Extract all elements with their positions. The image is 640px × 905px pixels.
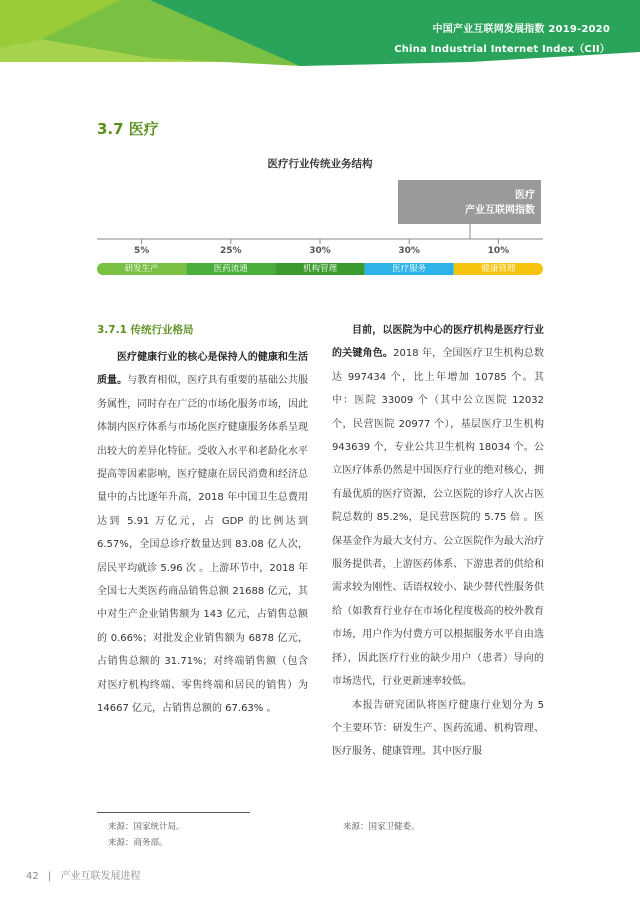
footer-separator: |	[47, 871, 52, 882]
header-title-en: China Industrial Internet Index（CII）	[394, 44, 610, 55]
right-lead: 目前，以医院为中心的医疗机构是医疗行业的关键角色。	[332, 325, 544, 360]
chart-percent-label: 5%	[133, 246, 150, 256]
chart-category-label: 健康管理	[481, 264, 516, 274]
header-title-cn: 中国产业互联网发展指数 2019-2020	[432, 24, 610, 35]
footnote-right: 来源：国家卫健委。	[343, 822, 420, 832]
footnote-left-2: 来源：商务部。	[108, 838, 168, 848]
chart-category-label: 研发生产	[124, 264, 159, 274]
chart-percent-label: 10%	[487, 246, 510, 256]
chart-category-label: 医疗服务	[392, 264, 427, 274]
chart-category-label: 医药流通	[213, 264, 248, 274]
chart-percent-label: 30%	[309, 246, 331, 256]
right-para-2: 本报告研究团队将医疗健康行业划分为 5 个主要环节：研发生产、医药流通、机构管理、医疗服务、健康管理。其中医疗服	[332, 699, 544, 758]
chart-percent-label: 25%	[220, 246, 242, 256]
page-number: 42	[26, 871, 39, 882]
chart-box-line-1: 医疗	[515, 190, 535, 201]
left-body: 与教育相似，医疗具有重要的基础公共服务属性，同时存在广泛的市场化服务市场，因此体制内医疗体系与市场化医疗健康服务体系呈现出较大的差异化特征。受收入水平和老龄化水平提高等因素影响，医疗健康在居民消费和经济总量中的占比逐年升高，2018 年中国卫生总费用达到 5.91 万亿元，占 GDP 的比例达到 6.57%，全国总诊疗数量达到 83.08 亿人次，居民平均就诊 5.96 次 。上游环节中，2018 年全国七大类医药商品销售总额 21688 亿元，其中对生产企业销售额为 143 亿元，占销售总额的 0.66%；对批发企业销售额为 6878 亿元，占销售总额的 31.71%；对终端销售额（包含对医疗机构终端、零售终端和居民的销售）为 14667 亿元，占销售总额的 67.63% 。	[97, 375, 309, 715]
footnote-rule	[97, 812, 250, 813]
right-body: 2018 年，全国医疗卫生机构总数达 997434 个，比上年增加 10785 个。其中：医院 33009 个（其中公立医院 12032 个，民营医院 20977 个），基层医疗卫生机构 943639 个，专业公共卫生机构 18034 个。公立医疗体系仍然是中国医疗行业的绝对核心，拥有最优质的医疗资源，公立医院的诊疗人次占医院总数的 85.2%，是民营医院的 5.75 倍 。医保基金作为最大支付方、公立医院作为最大治疗服务提供者，上游医药体系、下游患者的供给和需求较为刚性、话语权较小、缺少替代性服务供给（如教育行业存在市场化程度极高的校外教育市场，用户作为付费方可以根据服务水平自由选择），因此医疗行业的缺少用户（患者）导向的市场迭代，行业更新速率较低。	[332, 348, 544, 688]
left-lead: 医疗健康行业的核心是保持人的健康和生活质量。	[97, 352, 308, 387]
chart-title: 医疗行业传统业务结构	[267, 158, 373, 170]
right-column	[332, 319, 544, 764]
page-footer	[26, 867, 140, 882]
chart-category-label: 机构管理	[302, 264, 337, 274]
chart-percent-label: 30%	[398, 246, 420, 256]
subsection-title: 3.7.1 传统行业格局	[97, 324, 194, 336]
chart-box-line-2: 产业互联网指数	[465, 205, 535, 216]
section-title: 3.7 医疗	[97, 120, 159, 138]
footer-label: 产业互联发展进程	[60, 871, 141, 882]
left-column	[97, 346, 308, 721]
footnote-left-1: 来源：国家统计局。	[108, 822, 185, 832]
